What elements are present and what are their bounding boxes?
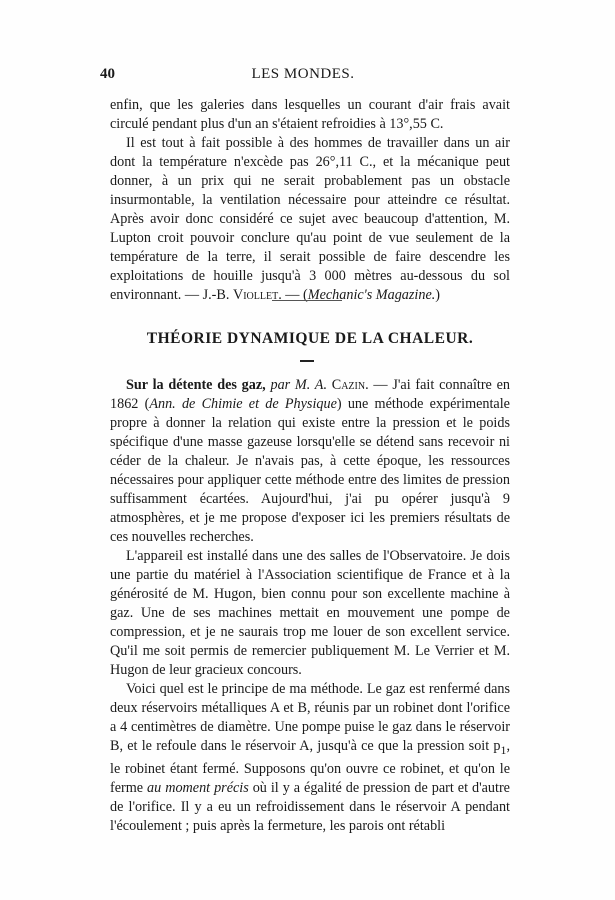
article-lead-rest: . — J'ai fait connaître en 1862 ( <box>110 377 510 412</box>
author-signature: Viollet <box>232 287 279 303</box>
page-header <box>100 66 506 86</box>
source-open: — ( <box>285 287 308 303</box>
subscript: 1 <box>500 742 507 757</box>
source-citation: Mechanic's Magazine. <box>307 287 436 303</box>
article-paragraph-3-a: Voici quel est le principe de ma méthode. Le gaz est renfermé dans deux réservoirs métalliques A et B, réunis par un robinet dont l'orifice a 4 centimètres de diamètre. Une pompe puise le gaz dans le réservoir B, et le refoule dans le réservoir A, jusqu'à ce que la pression soit p <box>110 681 510 754</box>
running-title: LES MONDES. <box>251 66 355 82</box>
article-paragraph-3-c: où il y a égalité de pression de part et d'autre de l'orifice. Il y a eu un refroidissement dans le réservoir A pendant l'écoulement ; puis après la fermeture, les parois ont rétabli <box>110 779 510 834</box>
paragraph-ventilation-text: Il est tout à fait possible à des hommes de travailler dans un air dont la température n'excède pas 26°,11 C., et la mécanique peut donner, à un prix qui ne serait probablement pas un obstacle insurmontable, la ventilation nécessaire pour atteindre ce résultat. Après avoir donc considéré ce sujet avec beaucoup d'attention, M. Lupton croit pouvoir conclure qu'au point de vue seulement de la température de la terre, il serait possible de faire descendre les exploitations de houille jusqu'à 3 000 mètres au-dessous du sol environnant. — J.-B. <box>110 135 510 303</box>
section-title: THÉORIE DYNAMIQUE DE LA CHALEUR. <box>146 330 474 347</box>
article-paragraph-2: L'appareil est installé dans une des salles de l'Observatoire. Je dois une partie du matériel à l'Association scientifique de France et à la générosité de M. Hugon, bien connu pour son excellente machine à gaz. Une de ses machines mettait en mouvement une pompe de compression, et je ne saurais trop me louer de son excellent service. Qu'il me soit permis de remercier publiquement M. Le Verrier et M. Hugon de leur gracieux concours. <box>110 548 510 678</box>
article-block <box>110 376 510 836</box>
article-lead: Sur la détente des gaz, <box>126 377 266 393</box>
emphasis: au moment précis <box>147 779 249 796</box>
article-author: Cazin <box>331 377 366 393</box>
source-close: ) <box>435 287 441 303</box>
article-paragraph-1-text: ) une méthode expérimentale propre à donner la relation qui existe entre la pression et le poids spécifique d'une masse gazeuse lorsqu'elle se détend sans recevoir ni céder de la chaleur. Je n'avais pas, à cette époque, les ressources nécessaires pour appliquer cette méthode entre des limites de pression suffisamment écartées. Aujourd'hui, j'ai pu opérer jusqu'à 9 atmosphères, et je me propose d'exposer ici les premiers résultats de ces nouvelles recherches. <box>110 396 510 545</box>
article-reference: Ann. de Chimie et de Physique <box>149 396 337 412</box>
page-number: 40 <box>100 66 115 82</box>
paragraph-ventilation: Il est tout à fait possible à des hommes de travailler dans un air dont la température n'excède pas 26°,11 C., et la mécanique peut donner, à un prix qui ne serait probablement pas un obstacle insurmontable, la ventilation nécessaire pour atteindre ce résultat. Après avoir donc considéré ce sujet avec beaucoup d'attention, M. Lupton croit pouvoir conclure qu'au point de vue seulement de la température de la terre, il serait possible de faire descendre les exploitations de houille jusqu'à 3 000 mètres au-dessous du sol environnant. — J.-B. Viollet. — (Mechanic's Magazine.) <box>110 135 510 303</box>
section-divider <box>272 300 342 301</box>
article-paragraph-3 <box>110 680 510 836</box>
paragraph-continuation: enfin, que les galeries dans lesquelles un courant d'air frais avait circulé pendant plus d'un an s'étaient refroidies à 13°,55 C. <box>110 97 510 132</box>
top-text-block <box>110 96 510 305</box>
article-par: par M. A. <box>265 377 332 393</box>
article-paragraph-1 <box>110 376 510 547</box>
title-rule <box>300 360 314 362</box>
article-paragraph-3-b: , le robinet étant fermé. Supposons qu'on ouvre ce robinet, et qu'on le ferme <box>110 738 510 796</box>
